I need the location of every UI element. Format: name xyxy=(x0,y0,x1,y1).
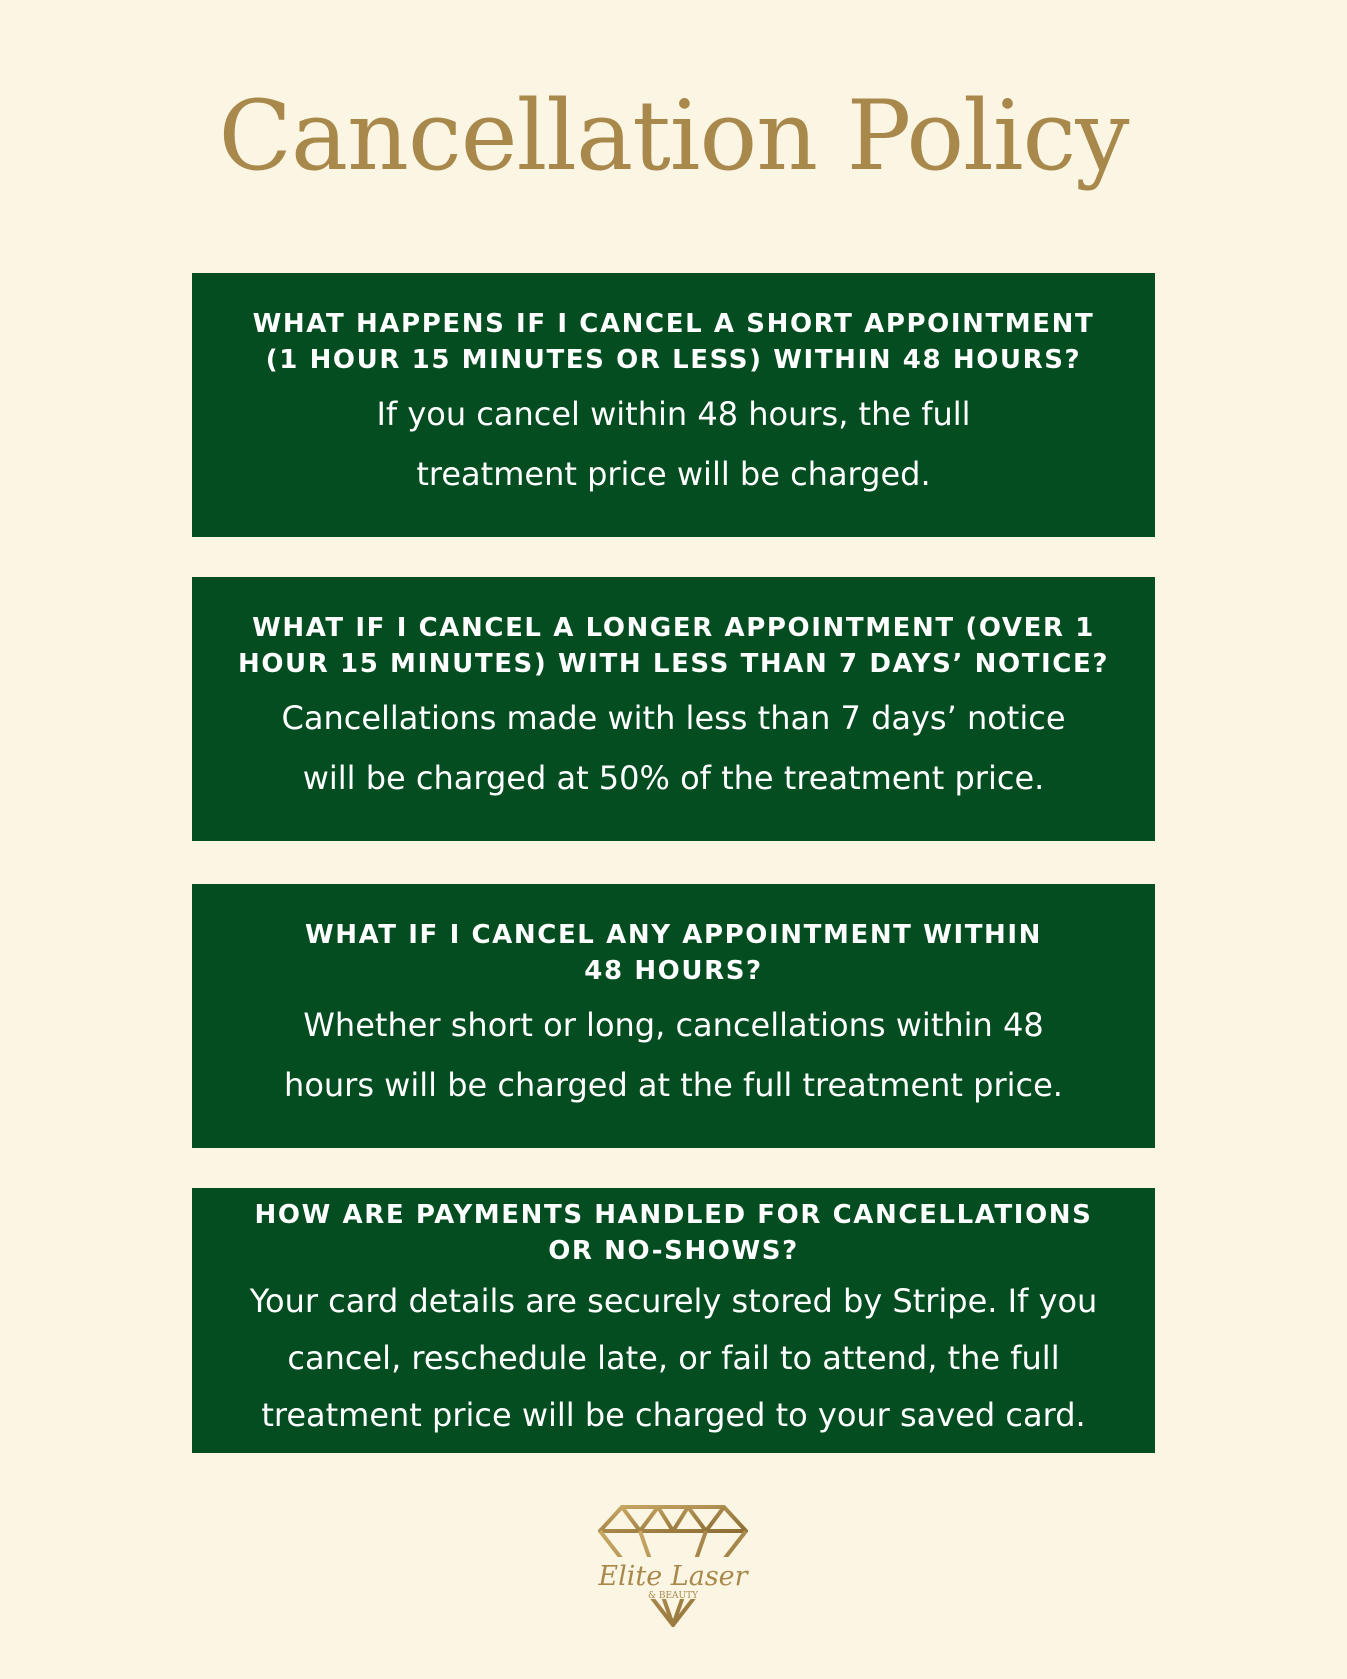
card-answer: Whether short or long, cancellations within 48 hours will be charged at the full treatment price. xyxy=(284,1006,1063,1104)
policy-card-payments xyxy=(192,1188,1155,1453)
brand-logo xyxy=(592,1495,754,1635)
svg-text:& BEAUTY: & BEAUTY xyxy=(647,1591,699,1601)
card-question: WHAT HAPPENS IF I CANCEL A SHORT APPOINTMENT (1 HOUR 15 MINUTES OR LESS) WITHIN 48 HOURS? xyxy=(252,309,1095,375)
card-answer: Your card details are securely stored by Stripe. If you cancel, reschedule late, or fail to attend, the full treatment price will be charged to your saved card. xyxy=(249,1282,1098,1434)
svg-text:Elite Laser: Elite Laser xyxy=(598,1561,748,1592)
card-answer: Cancellations made with less than 7 days’ notice will be charged at 50% of the treatment price. xyxy=(281,699,1066,797)
diamond-icon xyxy=(592,1495,754,1635)
policy-card-long-appointment xyxy=(192,577,1155,841)
card-question: WHAT IF I CANCEL A LONGER APPOINTMENT (OVER 1 HOUR 15 MINUTES) WITH LESS THAN 7 DAYS’ NOTICE? xyxy=(237,613,1110,679)
card-question: WHAT IF I CANCEL ANY APPOINTMENT WITHIN 48 HOURS? xyxy=(304,920,1043,986)
card-question: HOW ARE PAYMENTS HANDLED FOR CANCELLATIONS OR NO-SHOWS? xyxy=(254,1200,1093,1266)
policy-card-short-appointment xyxy=(192,273,1155,537)
page-title: Cancellation Policy xyxy=(218,80,1129,192)
card-answer: If you cancel within 48 hours, the full treatment price will be charged. xyxy=(376,395,971,493)
policy-card-any-appointment xyxy=(192,884,1155,1148)
